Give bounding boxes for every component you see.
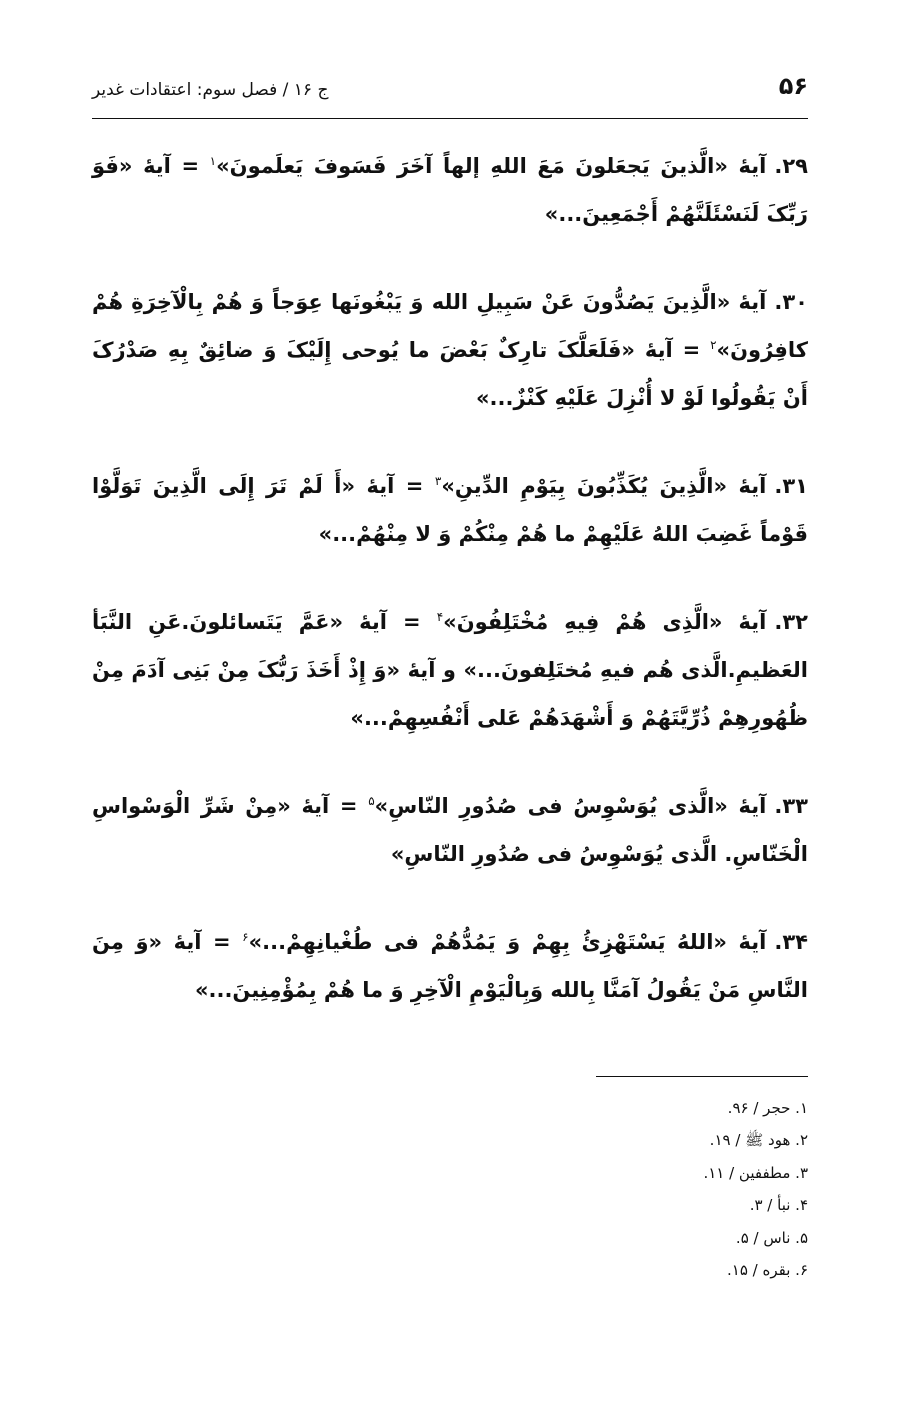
footnote-ref[interactable]: ۳: [434, 474, 442, 488]
item-number: ۳۱.: [774, 474, 808, 498]
page-number: ۵۶: [778, 72, 808, 100]
item-text-second: = آيۀ «فَوَ رَبِّکَ لَنَسْئَلَنَّهُمْ أَجْمَعِينَ...»: [92, 154, 808, 226]
item-text-first: آيۀ «الَّذِى هُمْ فِيهِ مُخْتَلِفُونَ»: [443, 610, 767, 634]
footnote-item: ۶. بقره / ۱۵.: [727, 1260, 808, 1279]
item-text-second: = آيۀ «مِنْ شَرِّ الْوَسْواسِ الْخَنّاسِ. الَّذى يُوَسْوِسُ فى صُدُورِ النّاسِ»: [92, 794, 808, 866]
footnote-rule: [596, 1076, 808, 1077]
item-number: ۳۲.: [774, 610, 808, 634]
footnote-ref[interactable]: ۲: [710, 338, 717, 352]
running-head: [92, 70, 808, 110]
verse-item-29: [92, 142, 808, 238]
verse-item-31: [92, 462, 808, 558]
item-text-second: = آيۀ «أَ لَمْ تَرَ إِلَى الَّذِينَ تَوَلَّوْا قَوْماً غَضِبَ اللهُ عَلَيْهِمْ ما هُمْ مِنْكُمْ وَ لا مِنْهُمْ...»: [92, 474, 808, 546]
item-text-first: آيۀ «الَّذِينَ يَصُدُّونَ عَنْ سَبِيلِ الله وَ يَبْغُونَها عِوَجاً وَ هُمْ بِالْآخِرَةِ هُمْ كافِرُونَ»: [92, 290, 808, 362]
verse-item-32: [92, 598, 808, 742]
item-number: ۳۳.: [774, 794, 808, 818]
footnote-ref[interactable]: ۱: [209, 154, 217, 168]
verse-item-34: [92, 918, 808, 1014]
item-text-first: آيۀ «اللهُ يَسْتَهْزِئُ بِهِمْ وَ يَمُدُّهُمْ فى طُغْيانِهِمْ...»: [248, 930, 767, 954]
item-text-second: = آيۀ «فَلَعَلَّکَ تارِکٌ بَعْضَ ما يُوحى إِلَيْکَ وَ ضائِقٌ بِهِ صَدْرُکَ أَنْ يَقُولُوا لَوْ لا أُنْزِلَ عَلَيْهِ كَنْزٌ...»: [92, 338, 808, 410]
running-head-title: ج ۱۶ / فصل سوم: اعتقادات غدير: [92, 80, 329, 100]
item-text-first: آيۀ «الَّذى يُوَسْوِسُ فى صُدُورِ النّاسِ»: [374, 794, 767, 818]
item-number: ۳۴.: [774, 930, 808, 954]
verse-item-30: [92, 278, 808, 422]
footnotes-list: [388, 1092, 808, 1286]
footnote-item: ۴. نبأ / ۳.: [749, 1196, 808, 1215]
header-rule: [92, 118, 808, 119]
item-number: ۲۹.: [774, 154, 808, 178]
verse-item-33: [92, 782, 808, 878]
item-text-first: آيۀ «الَّذِينَ يُكَذِّبُونَ بِيَوْمِ الدِّينِ»: [441, 474, 767, 498]
item-text-second: = آيۀ «وَ مِنَ النَّاسِ مَنْ يَقُولُ آمَنَّا بِالله وَبِالْيَوْمِ الْآخِرِ وَ ما هُمْ بِمُؤْمِنِينَ...»: [92, 930, 808, 1002]
item-text-first: آيۀ «الَّذينَ يَجعَلونَ مَعَ اللهِ إلهاً آخَرَ فَسَوفَ يَعلَمونَ»: [216, 154, 767, 178]
item-number: ۳۰.: [774, 290, 808, 314]
footnote-ref[interactable]: ۴: [436, 610, 444, 624]
footnote-ref[interactable]: ۵: [368, 794, 375, 808]
footnote-ref[interactable]: ۶: [242, 930, 249, 944]
item-text-second: = آيۀ «عَمَّ يَتَسائلونَ.عَنِ النَّبَأ العَظيمِ.الَّذى هُم فيهِ مُختَلِفونَ...» و آيۀ «وَ إِذْ أَخَذَ رَبُّکَ مِنْ بَنِى آدَمَ مِنْ ظُهُورِهِمْ ذُرِّيَّتَهُمْ وَ أَشْهَدَهُمْ عَلى أَنْفُسِهِمْ...»: [92, 610, 808, 730]
footnote-item: ۵. ناس / ۵.: [735, 1228, 808, 1247]
footnote-item: ۲. هود ﷺ / ۱۹.: [709, 1131, 808, 1150]
footnote-item: ۱. حجر / ۹۶.: [727, 1099, 808, 1117]
footnote-item: ۳. مطففين / ۱۱.: [703, 1163, 808, 1182]
